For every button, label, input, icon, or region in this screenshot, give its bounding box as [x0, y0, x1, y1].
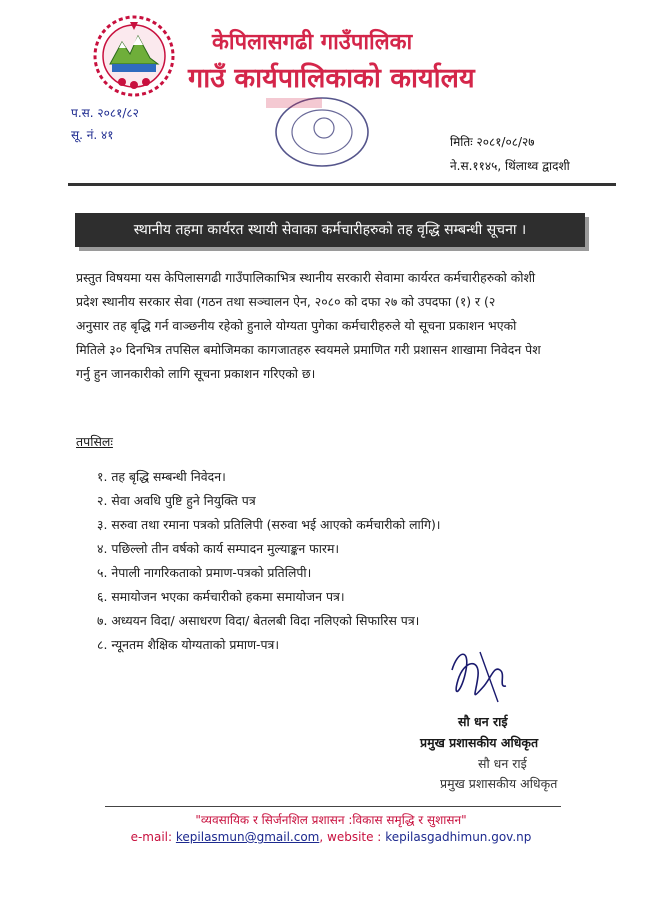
- footer-motto: "व्यवसायिक र सिर्जनशिल प्रशासन :विकास समृद्धि र सुशासन": [195, 813, 467, 827]
- body-line: प्रदेश स्थानीय सरकार सेवा (गठन तथा सञ्चालन ऐन, २०८० को दफा २७ को उपदफा (१) र (२: [76, 294, 496, 309]
- list-item: १. तह बृद्धि सम्बन्धी निवेदन।: [97, 469, 226, 484]
- signatory-name: सौ धन राई: [458, 714, 508, 729]
- body-line: प्रस्तुत विषयमा यस केपिलासगढी गाउँपालिकाभित्र स्थानीय सरकारी सेवामा कार्यरत कर्मचारीहरुको कोशी: [76, 270, 536, 285]
- header-divider: [68, 183, 616, 186]
- dispatch-number: सू. नं. ४१: [71, 128, 114, 142]
- notice-title-banner: स्थानीय तहमा कार्यरत स्थायी सेवाका कर्मचारीहरुको तह वृद्धि सम्बन्धी सूचना ।: [75, 213, 585, 247]
- list-item: ६. समायोजन भएका कर्मचारीको हकमा समायोजन पत्र।: [97, 589, 345, 604]
- body-line: मितिले ३० दिनभित्र तपसिल बमोजिमका कागजातहरु स्वयमले प्रमाणित गरी प्रशासन शाखामा निवेदन पेश: [76, 342, 541, 357]
- footer-contact: e-mail: kepilasmun@gmail.com, website : kepilasgadhimun.gov.np: [130, 830, 532, 844]
- body-line: अनुसार तह बृद्धि गर्न वाञ्छनीय रहेको हुनाले योग्यता पुगेका कर्मचारीहरुले यो सूचना प्रकाशन भएको: [76, 318, 517, 333]
- signatory-title: प्रमुख प्रशासकीय अधिकृत: [420, 735, 539, 750]
- org-name-line2: गाउँ कार्यपालिकाको कार्यालय: [188, 63, 475, 94]
- org-name-line1: केपिलासगढी गाउँपालिका: [212, 30, 413, 55]
- website-link[interactable]: kepilasgadhimun.gov.np: [385, 830, 532, 844]
- list-item: ७. अध्ययन विदा/ असाधरण विदा/ बेतलबी विदा नलिएको सिफारिस पत्र।: [97, 613, 420, 628]
- body-line: गर्नु हुन जानकारीको लागि सूचना प्रकाशन गरिएको छ।: [76, 366, 316, 381]
- email-label: e-mail:: [130, 830, 173, 844]
- handwritten-signature: [440, 640, 520, 710]
- footer-divider: [105, 806, 561, 807]
- website-label: website :: [327, 830, 382, 844]
- nepal-sambat-date: ने.स.११४५, थिंलाथ्व द्वादशी: [450, 159, 570, 173]
- signatory-name-stamp: सौ धन राई: [478, 756, 527, 771]
- signatory-title-stamp: प्रमुख प्रशासकीय अधिकृत: [440, 776, 558, 791]
- list-item: ८. न्यूनतम शैक्षिक योग्यताको प्रमाण-पत्र।: [97, 637, 280, 652]
- nepal-emblem-logo: [92, 14, 176, 98]
- tapsil-heading: तपसिलः: [76, 434, 113, 449]
- list-item: ४. पछिल्लो तीन वर्षको कार्य सम्पादन मुल्याङ्कन फारम।: [97, 541, 340, 556]
- list-item: ३. सरुवा तथा रमाना पत्रको प्रतिलिपी (सरुवा भई आएको कर्मचारीको लागि)।: [97, 517, 441, 532]
- email-link[interactable]: kepilasmun@gmail.com: [175, 830, 320, 844]
- office-stamp: [262, 94, 372, 172]
- document-date: मितिः २०८१/०८/२७: [450, 135, 535, 149]
- reference-number: प.स. २०८१/८२: [71, 106, 139, 120]
- list-item: २. सेवा अवधि पुष्टि हुने नियुक्ति पत्र: [97, 493, 256, 508]
- list-item: ५. नेपाली नागरिकताको प्रमाण-पत्रको प्रतिलिपी।: [97, 565, 312, 580]
